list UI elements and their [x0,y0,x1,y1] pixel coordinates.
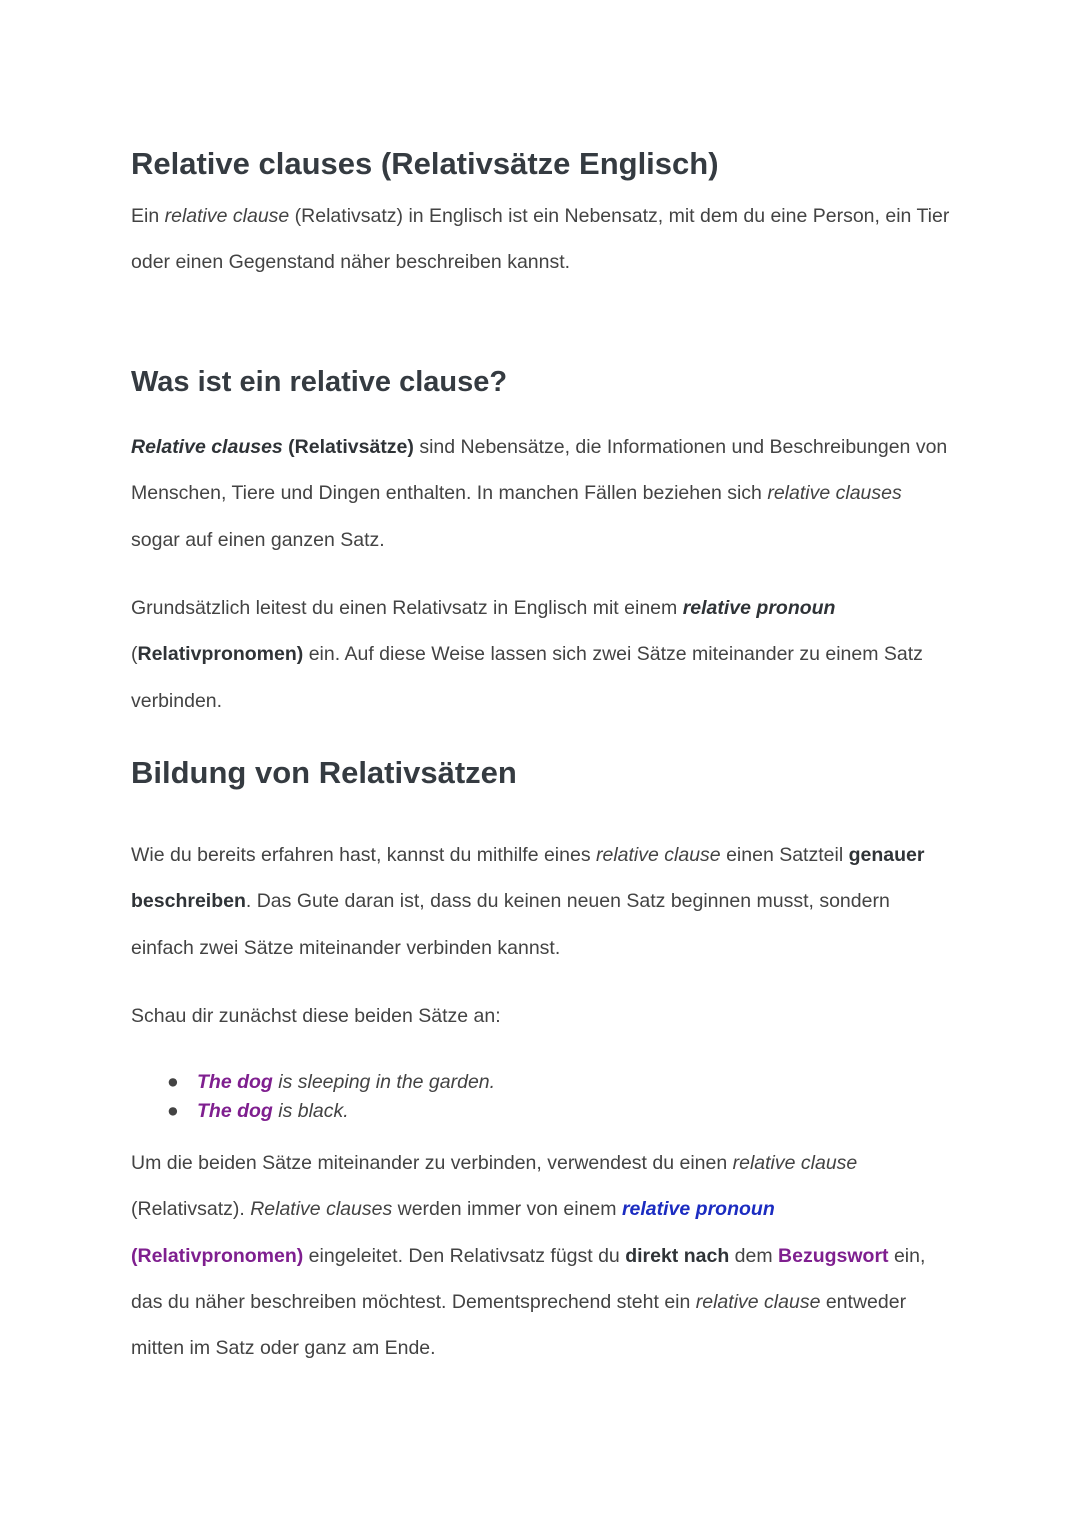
bullet-dot-icon: ● [167,1071,179,1093]
bullet-dot-icon: ● [167,1100,179,1122]
definition-paragraph: Relative clauses (Relativsätze) sind Nebensätze, die Informationen und Beschreibungen von Menschen, Tiere und Dingen enthalten. In manchen Fällen beziehen sich relative clauses sogar auf einen ganzen Satz. [131,436,948,551]
section-heading-bildung: Bildung von Relativsätzen [131,755,517,790]
pronoun-paragraph: Grundsätzlich leitest du einen Relativsatz in Englisch mit einem relative pronoun (Relativpronomen) ein. Auf diese Weise lassen sich zwei Sätze miteinander zu einem Satz verbinden. [131,597,923,712]
formation-paragraph: Wie du bereits erfahren hast, kannst du mithilfe eines relative clause einen Satzteil genauer beschreiben. Das Gute daran ist, dass du keinen neuen Satz beginnen musst, sondern einfach zwei Sätze miteinander verbinden kannst. [131,844,925,959]
combination-paragraph: Um die beiden Sätze miteinander zu verbinden, verwendest du einen relative clause (Relativsatz). Relative clauses werden immer von einem relative pronoun (Relativpronomen) eingeleitet. Den Relativsatz fügst du direkt nach dem Bezugswort ein, das du näher beschreiben möchtest. Dementsprechend steht ein relative clause entweder mitten im Satz oder ganz am Ende. [131,1152,926,1360]
list-item: ● The dog is sleeping in the garden. [167,1068,495,1097]
intro-paragraph: Ein relative clause (Relativsatz) in Englisch ist ein Nebensatz, mit dem du eine Person, ein Tier oder einen Gegenstand näher beschreiben kannst. [131,205,950,274]
example-intro-paragraph: Schau dir zunächst diese beiden Sätze an: [131,1005,501,1027]
page-title: Relative clauses (Relativsätze Englisch) [131,146,719,181]
section-heading-was-ist: Was ist ein relative clause? [131,366,508,398]
list-item: ● The dog is black. [167,1097,495,1126]
example-sentence-list [167,1068,495,1126]
